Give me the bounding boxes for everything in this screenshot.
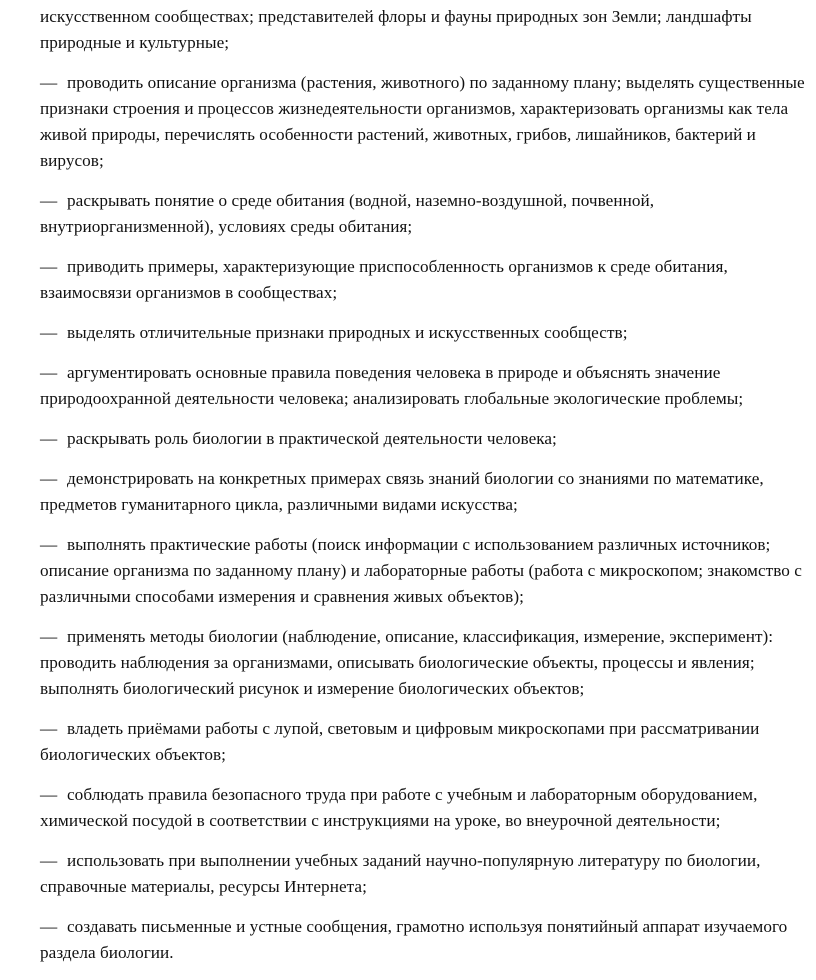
- paragraph-text: аргументировать основные правила поведения человека в природе и объяснять значение природоохранной деятельности человека; анализировать глобальные экологические проблемы;: [40, 363, 744, 408]
- paragraph: [40, 914, 806, 966]
- paragraph: [40, 426, 806, 452]
- paragraph-text: раскрывать понятие о среде обитания (водной, наземно-воздушной, почвенной, внутриорганизменной), условиях среды обитания;: [40, 191, 655, 236]
- paragraph: [40, 848, 806, 900]
- paragraph-text: владеть приёмами работы с лупой, световым и цифровым микроскопами при рассматривании биологических объектов;: [40, 719, 760, 764]
- paragraph-text: раскрывать роль биологии в практической деятельности человека;: [67, 429, 557, 448]
- dash-marker: —: [40, 363, 58, 382]
- paragraph: [40, 70, 806, 174]
- dash-marker: —: [40, 535, 58, 554]
- dash-marker: —: [40, 785, 58, 804]
- paragraph: [40, 466, 806, 518]
- paragraph-text: демонстрировать на конкретных примерах связь знаний биологии со знаниями по математике, предметов гуманитарного цикла, различными видами искусства;: [40, 469, 764, 514]
- paragraph: [40, 716, 806, 768]
- paragraph: [40, 782, 806, 834]
- dash-marker: —: [40, 323, 58, 342]
- paragraph: [40, 188, 806, 240]
- dash-marker: —: [40, 627, 58, 646]
- paragraph-text: создавать письменные и устные сообщения, грамотно используя понятийный аппарат изучаемого раздела биологии.: [40, 917, 788, 962]
- paragraph-text: соблюдать правила безопасного труда при работе с учебным и лабораторным оборудованием, химической посудой в соответствии с инструкциями на уроке, во внеурочной деятельности;: [40, 785, 758, 830]
- dash-marker: —: [40, 719, 58, 738]
- paragraph-text: проводить описание организма (растения, животного) по заданному плану; выделять существенные признаки строения и процессов жизнедеятельности организмов, характеризовать организмы как тела живой природы, перечислять особенности растений, животных, грибов, лишайников, бактерий и вирусов;: [40, 73, 805, 170]
- dash-marker: —: [40, 917, 58, 936]
- dash-marker: —: [40, 469, 58, 488]
- paragraph: [40, 320, 806, 346]
- document-page: [40, 4, 806, 980]
- dash-marker: —: [40, 429, 58, 448]
- paragraph: [40, 624, 806, 702]
- dash-marker: —: [40, 73, 58, 92]
- paragraph: [40, 4, 806, 56]
- paragraph-text: выделять отличительные признаки природных и искусственных сообществ;: [67, 323, 628, 342]
- paragraph: [40, 532, 806, 610]
- paragraph-text: использовать при выполнении учебных заданий научно-популярную литературу по биологии, справочные материалы, ресурсы Интернета;: [40, 851, 761, 896]
- dash-marker: —: [40, 257, 58, 276]
- paragraph-text: применять методы биологии (наблюдение, описание, классификация, измерение, эксперимент): проводить наблюдения за организмами, описывать биологические объекты, процессы и явления; выполнять биологический рисунок и измерение биологических объектов;: [40, 627, 774, 698]
- paragraph-text: искусственном сообществах; представителей флоры и фауны природных зон Земли; ландшафты природные и культурные;: [40, 7, 752, 52]
- dash-marker: —: [40, 851, 58, 870]
- dash-marker: —: [40, 191, 58, 210]
- paragraph-text: выполнять практические работы (поиск информации с использованием различных источников; описание организма по заданному плану) и лабораторные работы (работа с микроскопом; знакомство с различными способами измерения и сравнения живых объектов);: [40, 535, 802, 606]
- paragraph: [40, 360, 806, 412]
- paragraph: [40, 254, 806, 306]
- paragraph-text: приводить примеры, характеризующие приспособленность организмов к среде обитания, взаимосвязи организмов в сообществах;: [40, 257, 728, 302]
